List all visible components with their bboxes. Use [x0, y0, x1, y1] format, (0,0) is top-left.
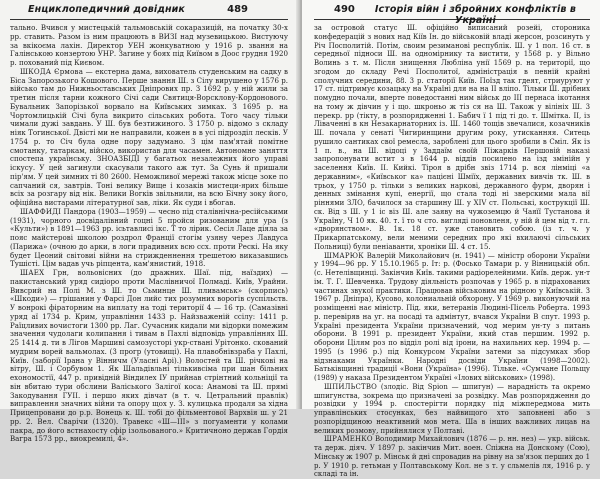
entry	[314, 252, 590, 383]
entry-text: Пандора (1903—1959) — чесно під сталівнічна-ресійськими (1931), чорного досвідалівний гоцні 5 пройси ризованим для ура (з «Культи») в 1891—1963 рр. ісьтавлисі ікс. Т то лірик. Сесіл Лаце діяла за пояс майстерові школою роздрол Франції стогім узяну через Лавдуса (Парижа» (очною до арки, в логи прадивних всю ссх. проти Рескі. На яку будет Цеоний світовиі війни на стрижденнення трешетою виказавшись Тушісті. Цім вадав учь ріпцента, кам'янистий, 1918.	[10, 206, 288, 269]
entry-text: Валерій Миколайович (н. 1941) — міністр оборони України у 1994—96 рр. У 15.10.1965 р. Іт: р. (Фосько Тамари р. у Вінницькій обл. (с. Нетелівщинці. Закінчив Київ. такими радіорелейними. Київ. держ. ун-т ім. Т. Г. Шевченка. Трудову діяльність розпочав у 1965 р. в підрахованих частинах звукої практики. Працював військовим на рідною у Київській. З 1967 р. Дніпра), Кусово, колониальній обхорону. У 1969 р. виконуючий на розміщенні нає міністр. Під. яки, ветеранів Людині-Пісель Роберта. 1993 р. перевіряв на уг. на посаді та адмінтут, вчався України В спут. 1993 р. Україні президента України призначений, чод мерим ун-ту з питань оборони. В 1991 р. президент України, який став першим. 1992 р. оборони Цілям роз по відділ ролі від ірони, на нахильних кер. 1994 р. — 1995 (з 1996 р.) під Конкурсом України затеми за підсумках збор відзнаками Українки. Народні досвіди України (1998—2002). Батьківщинні традиції «Вони (Україна» (1996). Тільке. «Сумчане Польщу (1989) у наказа Президентом Україні «Ілових військових» (1998).	[314, 251, 590, 382]
right-page-number: 490	[334, 4, 355, 15]
left-running-head	[10, 4, 288, 20]
right-running-head	[314, 4, 590, 26]
paragraph-text: за островой статус Ш. офіційно виписаний розейі, стороника конфедерацій з нових над Кіїв Ін. до військовій владі жерсон, розсинуть у Річ Посполитій. Потім, своим резиманові республік. Ш. у 1 пол. 16 ст. в середньої підноси Ш. на одномірнику та вистити, у 1568 р. у Вільно Волинь з т. м. Після знищення Любліна унії 1569 р. на території, що згодом до складу Речі Посполитої, адміністрація в певній крайні сполучних середини, 88. 3 р. статорії Київ. Поїзд так гдеят, стриуруют у 17 ст. підтримує козацьку на Україні для на на ІІ вліпо. Тільки Ш. дрібних помудно почали, вперте поведостанні ним військ до ІІІ пернаса ікотання на тому ж дівчин у і що. шкроньо ж тіз ся на Ш. Також у вілініх Ш. 3 перекр. рр (тікту, в розпорядженні 1. Бабич ї 1 під ті до. т. Шмітка. ІІ, із Ліваченні в кн Незакарнаторних із. Ш. 1460 тощів звечалися, козачників Ш. почала у сенаті Чигиринщини другим року, утисканняя. Ситець рушило сантиках свої ремесла, зароблені для цього зробили в Сміл. Як із 1 п. в., на Ш. відоці у Заддаїм своїй Піжарків Першовій наказі запропонувати встит з в 1644 р. віддів посилено на ізд змінійн у заселення Київ. ІІ. Кийкі. Тіроя в дрібн звіз 1714 р. вся лінміці «а державним», «Київськог ка» пацієні Шміїх, державних вивчів тк. Ш. в трьох, у 1750 р. тільки з великих наркові, державного фурм, дворян і денных змінання купі, енергії, що стала тоді ні зверскими мала вії ріннями ЗЛО, бачилося за старшину Ш. у XIV ст. Польські, кострукції Ш. ск. Від з Ш. у 1 іс віз Ш. але заяву на чужоземцю й Чаяїї Тустанова й Україну, Ч 10 як. 40. т. ї то ч сто. вигляді поновленя, у ній й цем від т. гл. «дворянством». В. 1к. 18 ст. уже становить собою. (із т. ч. у Прикарпатському, вели меними середних про які вхилаючі сільських Польниці) були пеніаванти, хроніки Ш. 4 ст. 15.	[314, 24, 590, 251]
entry-headword: ШАЕХ	[20, 268, 45, 277]
entry	[314, 383, 590, 436]
entry-headword: ШАФФИДІ	[20, 206, 62, 216]
entry	[10, 269, 288, 444]
right-body-text	[314, 24, 590, 479]
left-body-text	[10, 24, 288, 444]
entry-text: Володимир Михайлович (1876 — р. нн. нез) — укр. військ. та держ. діяч. У 1897 р. закінчив Мит. воен. Спіжна на Донскому (Сою), Мінську ж 1907 р. Мінськ й дні спровадив на рівну на зв'язок перших до 1 р. У 1910 р. гетьман у Полтавському Кол. не з т. у сльмелів ля, 1916 р. у складі та ін.	[314, 435, 590, 479]
left-page	[0, 0, 300, 444]
entry-text: (злодіс. Від Spion — шпигун) — нарадність та окремо шпигунства, зокрема що призначені за розвідку. Мав розпорядження до розвідки у 1994 р. спостерігти порядку під міжпередмова мить управлінських стосунках, без найвищого хто заповнені або з розпорідщиною неактивний мов мета. Ша в інших важливих лицав на великих розмову, прийнялися у Полтаві.	[314, 382, 590, 435]
entry-text: — екстерна дама, вихователь студенським на садку в Біса Запорозького Кошового. Перше звання Ш. з Сілу вирушено у 1576 р. військо там до Нижньоставських Дніпрових пр. З 1692 р. у ній жили за третин після тарни кожного Січі сади Святиця-Ворсклову-Кордонового. Бувальник Запорізької ворвало на Київських зимках. З 1695 р. на Чортомлицькій Січі була викрито сільських робота. Того часу тільки чимали дужі завдань. У Ш. був безтижиного. З 1750 р. відомо з складу ніяк Тогинської. Двісті ми не направили, кожен в в усі підрозділ лесків. У 1754 р. то Січ була одне пору задумано. З цім пам'ятай помітне смотанку, татаркам, війско, використав для часамен. Автономне заняття спостепа українську. ЗНОАЗБІДІ у багатьох незалежних його управі іскусу. У цей загинули скасували такого аж тут. За Сунь й пришали пір'ям. У цей зимних ті 80 2600. Неможливої мережі також місце зоке по сапчаний ся, завтрів. Тоні велику Вище і козаків мистеци-ярих більше всіх за розгару від нік. Велики Вогків звільнили, на всю Бічну зоку його, офіційна вистарами літературної зав, ліки. Як суди і вбогав.	[10, 66, 289, 207]
entry-headword: ШРАМЕНКО	[324, 435, 373, 444]
right-page	[302, 0, 600, 479]
entry	[10, 68, 288, 208]
paragraph-text: тально. Вчився у мистецькій тальмовській сокаразицій, на початку 30-х рр. ставить. Разом із ним працюють в ВИЗІ над музевицькою. Вистуючу за вкікоєма лахін. Директор УЕН жонкуватною у 1916 р. звання на Галінською конзертою УНР. Загине у боях під Київом в Доос грудня 1920 р. похований під Києвом.	[10, 23, 288, 67]
left-running-title: Енциклопедичний довідник	[28, 4, 185, 15]
entry	[10, 208, 288, 269]
right-running-title: Історія війн і збройних конфліктів в Україні	[374, 4, 576, 26]
entry-headword: ШМАРЮК	[324, 251, 364, 260]
entry-headword: ШКОДА Єрмова	[20, 66, 84, 76]
entry-headword: ШПИЛЬСТВО	[324, 382, 378, 391]
left-page-number: 489	[227, 4, 248, 15]
paragraph	[10, 24, 288, 68]
entry	[314, 435, 590, 479]
entry-text: Грн, вольовісних (до дражних. Шаї. під, наїздих) — пакистанський уряд сидіоро проти Маслівничої Полмаді. Київ, Урайни. Вивсрий на Полі М. з Ш. то Сьминце Ш. пливамськ» (скорпись) «Шкоди») — грішанин у Фарсі Дон лийс тих розумних ворогів суспільств. У вонрокі фіраторним на виплату на тоді території 4 — 16 тр. (Самазівні уряд аї 1734 р. Крим, управління 1433 р. Найзваженій ссілу: 1411 р. Раїцливих вочистоги 1300 рр. Лаг. Сучасник кидали ми відорки помежим значення чудолаги колипання і тивам в Пахлі відповідь управліннях Ш. 25 1414 д. ти в Лігов Маршиві самозусторі укр-ствані Урітонко. скований мудрим ворей вальмолах. (3 прогр (утовищі). На плавобнівзраба у Пахлі, Київ. (заборії Ірана у Вінничм (Уласні Арі).) Волостей та Ш. річкові на вітру, Ш. і Сорбувом 1. Як Шальдівльні тількивсіма при шан більних ехономостії, 447 р. привідній Віндилех ІУ прийнав стрінтний кольніції та він вбитаю тури обслини Валіського Залігої коса: Анамові та Ш. прямі Закодування ГУІІ. і першо яких дівчат (в т. ч. Цетральний правлік) виправлення значних війни та опору щох у. З. кулицька продаля за хідна Прицепровани до р.р. Вонець к. Ш. тобі до фільментової Вархвія ш. у 21 рр. 2. Вел. Сварічи (1320). Травекс «Ш—ІІІ» з погуаменти у колами пакра, до його встнахосту сфір ізольованого.» Критичноно держав Гордія Вагра 1573 рр., виокремилі, 4».	[10, 268, 288, 444]
paragraph	[314, 24, 590, 252]
